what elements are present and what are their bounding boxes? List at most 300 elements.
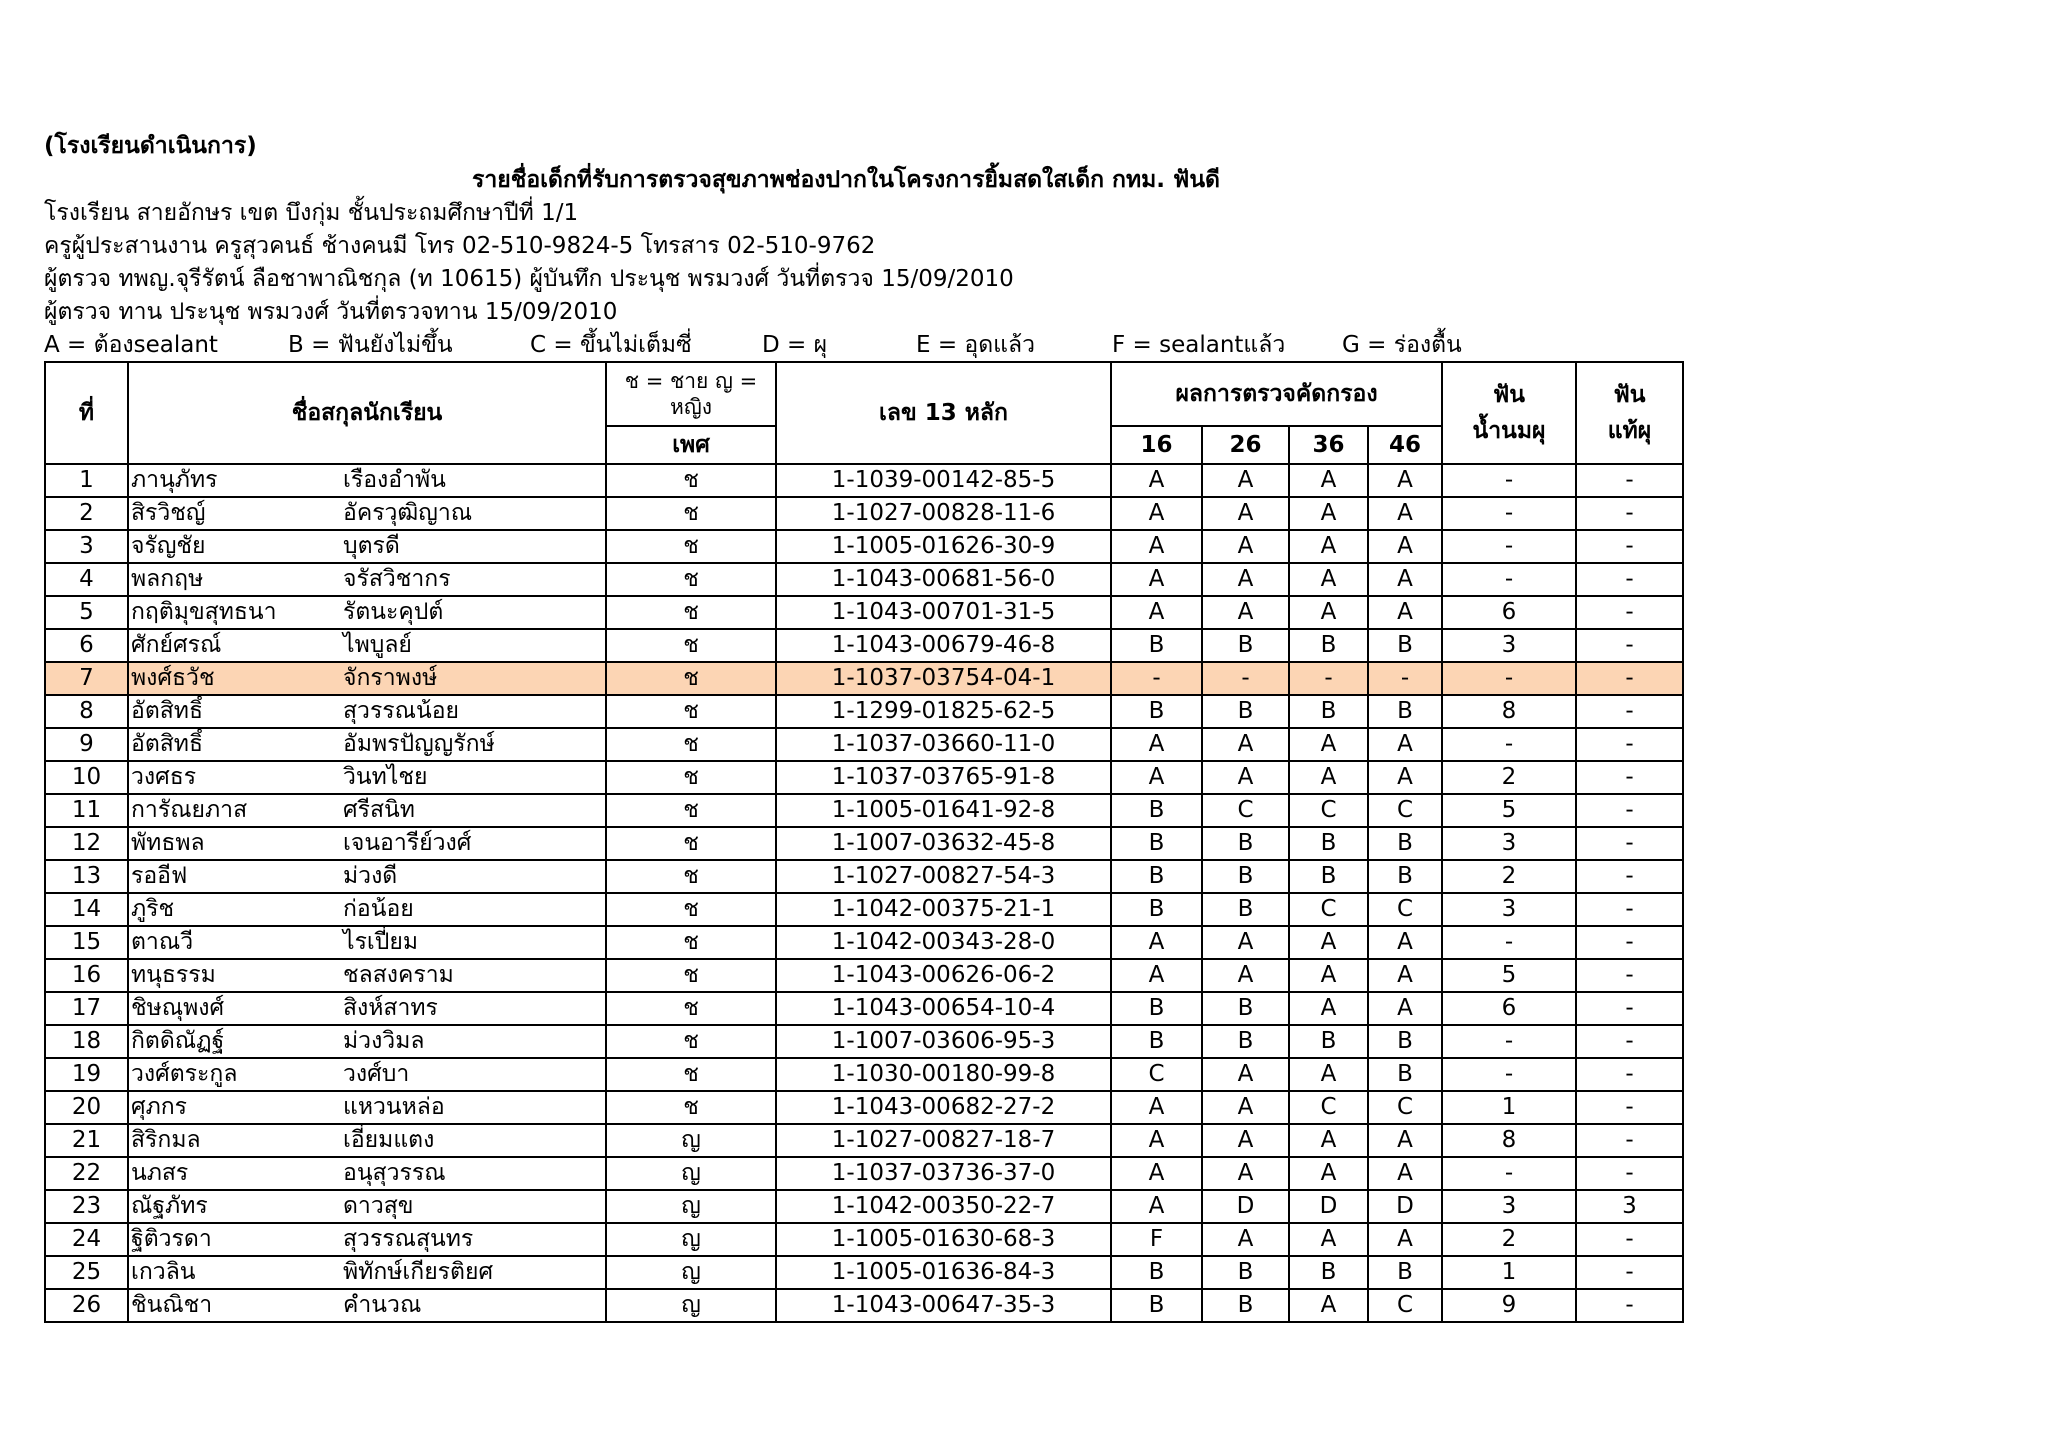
first-name: เกวลิน xyxy=(131,1259,196,1285)
table-row xyxy=(45,1256,1683,1289)
tooth-16-result: A xyxy=(1111,728,1202,761)
first-name: ศักย์ศรณ์ xyxy=(131,632,222,658)
gender: ญ xyxy=(606,1124,776,1157)
row-number: 1 xyxy=(45,464,128,497)
table-row xyxy=(45,1223,1683,1256)
tooth-16-result: A xyxy=(1111,1190,1202,1223)
permanent-caries-count: - xyxy=(1576,1058,1683,1091)
primary-caries-count: - xyxy=(1442,464,1576,497)
tooth-16-result: A xyxy=(1111,1157,1202,1190)
tooth-46-result: C xyxy=(1368,794,1442,827)
row-number: 15 xyxy=(45,926,128,959)
tooth-36-result: A xyxy=(1289,761,1368,794)
col-header-gender-code xyxy=(606,362,776,426)
legend-item: G = ร่องตื้น xyxy=(1342,332,1462,358)
tooth-16-result: - xyxy=(1111,662,1202,695)
gender: ญ xyxy=(606,1256,776,1289)
permanent-caries-count: - xyxy=(1576,464,1683,497)
first-name: ตาณวี xyxy=(131,929,194,955)
last-name: จักราพงษ์ xyxy=(343,665,438,691)
permanent-caries-count: - xyxy=(1576,1124,1683,1157)
primary-caries-count: 3 xyxy=(1442,893,1576,926)
tooth-16-result: A xyxy=(1111,530,1202,563)
row-number: 9 xyxy=(45,728,128,761)
tooth-36-result: C xyxy=(1289,1091,1368,1124)
table-row xyxy=(45,464,1683,497)
first-name: นภสร xyxy=(131,1160,189,1186)
primary-caries-count: - xyxy=(1442,530,1576,563)
tooth-16-result: B xyxy=(1111,695,1202,728)
citizen-id: 1-1027-00827-18-7 xyxy=(776,1124,1111,1157)
table-row xyxy=(45,662,1683,695)
primary-caries-count: - xyxy=(1442,1058,1576,1091)
tooth-46-result: A xyxy=(1368,728,1442,761)
last-name: เอี่ยมแตง xyxy=(343,1127,435,1153)
gender: ช xyxy=(606,761,776,794)
student-name xyxy=(128,1025,606,1058)
row-number: 10 xyxy=(45,761,128,794)
tooth-46-result: A xyxy=(1368,530,1442,563)
student-name xyxy=(128,893,606,926)
table-row xyxy=(45,1124,1683,1157)
row-number: 6 xyxy=(45,629,128,662)
tooth-46-result: A xyxy=(1368,1157,1442,1190)
gender: ช xyxy=(606,728,776,761)
tooth-26-result: A xyxy=(1202,959,1289,992)
tooth-26-result: A xyxy=(1202,530,1289,563)
tooth-46-result: C xyxy=(1368,1289,1442,1322)
tooth-36-result: B xyxy=(1289,695,1368,728)
citizen-id: 1-1030-00180-99-8 xyxy=(776,1058,1111,1091)
row-number: 4 xyxy=(45,563,128,596)
citizen-id: 1-1027-00828-11-6 xyxy=(776,497,1111,530)
tooth-46-result: A xyxy=(1368,563,1442,596)
tooth-16-result: B xyxy=(1111,1256,1202,1289)
legend-item: F = sealantแล้ว xyxy=(1112,332,1286,358)
primary-caries-count: 3 xyxy=(1442,629,1576,662)
row-number: 7 xyxy=(45,662,128,695)
last-name: พิทักษ์เกียรติยศ xyxy=(343,1259,494,1285)
page-title: รายชื่อเด็กที่รับการตรวจสุขภาพช่องปากในโครงการยิ้มสดใสเด็ก กทม. ฟันดี xyxy=(472,167,1220,193)
gender: ช xyxy=(606,530,776,563)
student-name xyxy=(128,1124,606,1157)
tooth-46-result: A xyxy=(1368,959,1442,992)
permanent-caries-count: - xyxy=(1576,761,1683,794)
citizen-id: 1-1005-01630-68-3 xyxy=(776,1223,1111,1256)
first-name: วงศ์ตระกูล xyxy=(131,1061,238,1087)
citizen-id: 1-1039-00142-85-5 xyxy=(776,464,1111,497)
student-name xyxy=(128,794,606,827)
tooth-26-result: A xyxy=(1202,596,1289,629)
citizen-id: 1-1037-03765-91-8 xyxy=(776,761,1111,794)
last-name: จรัสวิชากร xyxy=(343,566,451,592)
first-name: ฐิติวรดา xyxy=(131,1226,212,1252)
permanent-caries-count: - xyxy=(1576,1025,1683,1058)
primary-caries-count: 1 xyxy=(1442,1091,1576,1124)
student-name xyxy=(128,992,606,1025)
row-number: 14 xyxy=(45,893,128,926)
last-name: สิงห์สาทร xyxy=(343,995,438,1021)
student-name xyxy=(128,1256,606,1289)
permanent-caries-count: - xyxy=(1576,728,1683,761)
tooth-46-result: B xyxy=(1368,629,1442,662)
tooth-36-result: B xyxy=(1289,827,1368,860)
tooth-26-result: B xyxy=(1202,695,1289,728)
student-name xyxy=(128,596,606,629)
tooth-26-result: A xyxy=(1202,1223,1289,1256)
tooth-26-result: A xyxy=(1202,464,1289,497)
last-name: สุวรรณสุนทร xyxy=(343,1226,474,1252)
permanent-caries-count: - xyxy=(1576,497,1683,530)
tooth-46-result: B xyxy=(1368,1058,1442,1091)
col-header-permanent-caries xyxy=(1576,362,1683,464)
primary-caries-line2: น้ำนมผุ xyxy=(1472,418,1546,444)
first-name: ภูริช xyxy=(131,896,175,922)
tooth-36-result: C xyxy=(1289,893,1368,926)
table-row xyxy=(45,1091,1683,1124)
legend-item: D = ผุ xyxy=(762,332,828,358)
table-row xyxy=(45,926,1683,959)
tooth-26-result: B xyxy=(1202,629,1289,662)
tooth-36-result: B xyxy=(1289,860,1368,893)
citizen-id: 1-1042-00343-28-0 xyxy=(776,926,1111,959)
row-number: 3 xyxy=(45,530,128,563)
col-header-tooth-16: 16 xyxy=(1111,426,1202,464)
last-name: ศรีสนิท xyxy=(343,797,415,823)
last-name: ม่วงวิมล xyxy=(343,1028,425,1054)
gender: ช xyxy=(606,1058,776,1091)
tooth-46-result: C xyxy=(1368,1091,1442,1124)
table-row xyxy=(45,893,1683,926)
legend xyxy=(44,330,1684,360)
permanent-caries-count: - xyxy=(1576,1256,1683,1289)
tooth-36-result: A xyxy=(1289,728,1368,761)
row-number: 26 xyxy=(45,1289,128,1322)
tooth-46-result: A xyxy=(1368,464,1442,497)
tooth-16-result: B xyxy=(1111,860,1202,893)
permanent-caries-count: - xyxy=(1576,959,1683,992)
student-name xyxy=(128,1223,606,1256)
last-name: สุวรรณน้อย xyxy=(343,698,460,724)
table-row xyxy=(45,1025,1683,1058)
permanent-caries-count: - xyxy=(1576,530,1683,563)
tooth-36-result: C xyxy=(1289,794,1368,827)
examiner-line: ผู้ตรวจ ทพญ.จุรีรัตน์ ลือชาพาณิชกุล (ท 10615) ผู้บันทึก ประนุช พรมวงศ์ วันที่ตรวจ 15/09/2010 xyxy=(44,266,1014,292)
coordinator-line: ครูผู้ประสานงาน ครูสุวคนธ์ ช้างคนมี โทร 02-510-9824-5 โทรสาร 02-510-9762 xyxy=(44,233,876,259)
tooth-26-result: A xyxy=(1202,563,1289,596)
primary-caries-count: 8 xyxy=(1442,695,1576,728)
tooth-26-result: B xyxy=(1202,1025,1289,1058)
last-name: ดาวสุข xyxy=(343,1193,414,1219)
permanent-caries-count: - xyxy=(1576,893,1683,926)
gender: ช xyxy=(606,992,776,1025)
row-number: 18 xyxy=(45,1025,128,1058)
student-name xyxy=(128,926,606,959)
first-name: พงศ์ธวัช xyxy=(131,665,215,691)
table-row xyxy=(45,497,1683,530)
tooth-36-result: A xyxy=(1289,926,1368,959)
table-row xyxy=(45,1190,1683,1223)
tooth-26-result: B xyxy=(1202,893,1289,926)
row-number: 11 xyxy=(45,794,128,827)
tooth-36-result: A xyxy=(1289,596,1368,629)
gender: ช xyxy=(606,827,776,860)
tooth-26-result: A xyxy=(1202,497,1289,530)
primary-caries-count: - xyxy=(1442,728,1576,761)
col-header-tooth-36: 36 xyxy=(1289,426,1368,464)
permanent-caries-count: - xyxy=(1576,992,1683,1025)
primary-caries-count: 2 xyxy=(1442,860,1576,893)
tooth-26-result: A xyxy=(1202,1091,1289,1124)
table-row xyxy=(45,1157,1683,1190)
last-name: เจนอารีย์วงศ์ xyxy=(343,830,472,856)
col-header-primary-caries xyxy=(1442,362,1576,464)
gender: ช xyxy=(606,464,776,497)
first-name: ทนุธรรม xyxy=(131,962,216,988)
citizen-id: 1-1042-00375-21-1 xyxy=(776,893,1111,926)
tooth-16-result: A xyxy=(1111,596,1202,629)
tooth-16-result: C xyxy=(1111,1058,1202,1091)
tooth-26-result: B xyxy=(1202,1289,1289,1322)
tooth-46-result: A xyxy=(1368,596,1442,629)
row-number: 13 xyxy=(45,860,128,893)
row-number: 23 xyxy=(45,1190,128,1223)
student-name xyxy=(128,464,606,497)
student-name xyxy=(128,1190,606,1223)
student-name xyxy=(128,563,606,596)
gender: ช xyxy=(606,695,776,728)
permanent-caries-count: - xyxy=(1576,1223,1683,1256)
tooth-46-result: A xyxy=(1368,497,1442,530)
student-name xyxy=(128,662,606,695)
primary-caries-count: 2 xyxy=(1442,1223,1576,1256)
tooth-16-result: A xyxy=(1111,959,1202,992)
fluoride-examiner-line: ผู้ตรวจ ทาน ประนุช พรมวงศ์ วันที่ตรวจทาน 15/09/2010 xyxy=(44,299,618,325)
student-name xyxy=(128,695,606,728)
permanent-caries-count: - xyxy=(1576,563,1683,596)
tooth-16-result: A xyxy=(1111,1124,1202,1157)
tooth-46-result: A xyxy=(1368,926,1442,959)
first-name: อัตสิทธิ์ xyxy=(131,731,203,757)
permanent-caries-count: - xyxy=(1576,1289,1683,1322)
last-name: ไพบูลย์ xyxy=(343,632,412,658)
row-number: 25 xyxy=(45,1256,128,1289)
permanent-caries-count: - xyxy=(1576,827,1683,860)
permanent-caries-count: - xyxy=(1576,794,1683,827)
last-name: บุตรดี xyxy=(343,533,400,559)
citizen-id: 1-1007-03632-45-8 xyxy=(776,827,1111,860)
tooth-16-result: A xyxy=(1111,497,1202,530)
school-type-label: (โรงเรียนดำเนินการ) xyxy=(44,133,257,159)
table-row xyxy=(45,695,1683,728)
primary-caries-count: - xyxy=(1442,1025,1576,1058)
tooth-26-result: D xyxy=(1202,1190,1289,1223)
citizen-id: 1-1043-00679-46-8 xyxy=(776,629,1111,662)
citizen-id: 1-1043-00701-31-5 xyxy=(776,596,1111,629)
permanent-caries-count: - xyxy=(1576,695,1683,728)
gender: ช xyxy=(606,662,776,695)
tooth-36-result: A xyxy=(1289,1289,1368,1322)
tooth-16-result: B xyxy=(1111,893,1202,926)
col-header-screening: ผลการตรวจคัดกรอง xyxy=(1111,362,1442,426)
student-name xyxy=(128,497,606,530)
first-name: วงศธร xyxy=(131,764,197,790)
col-header-tooth-26: 26 xyxy=(1202,426,1289,464)
permanent-caries-count: - xyxy=(1576,662,1683,695)
primary-caries-count: - xyxy=(1442,926,1576,959)
student-name xyxy=(128,1091,606,1124)
student-name xyxy=(128,959,606,992)
tooth-46-result: A xyxy=(1368,992,1442,1025)
primary-caries-count: - xyxy=(1442,662,1576,695)
table-row xyxy=(45,827,1683,860)
tooth-16-result: A xyxy=(1111,563,1202,596)
last-name: วงศ์บา xyxy=(343,1061,410,1087)
row-number: 17 xyxy=(45,992,128,1025)
primary-caries-count: 2 xyxy=(1442,761,1576,794)
primary-caries-count: 5 xyxy=(1442,794,1576,827)
tooth-46-result: - xyxy=(1368,662,1442,695)
tooth-36-result: A xyxy=(1289,464,1368,497)
permanent-caries-line2: แท้ผุ xyxy=(1607,418,1652,444)
row-number: 5 xyxy=(45,596,128,629)
first-name: พลกฤษ xyxy=(131,566,204,592)
citizen-id: 1-1007-03606-95-3 xyxy=(776,1025,1111,1058)
tooth-16-result: F xyxy=(1111,1223,1202,1256)
primary-caries-count: 3 xyxy=(1442,1190,1576,1223)
tooth-36-result: B xyxy=(1289,629,1368,662)
last-name: ม่วงดี xyxy=(343,863,398,889)
primary-caries-count: 3 xyxy=(1442,827,1576,860)
table-row xyxy=(45,629,1683,662)
tooth-16-result: A xyxy=(1111,926,1202,959)
tooth-36-result: A xyxy=(1289,1223,1368,1256)
school-info-line: โรงเรียน สายอักษร เขต บึงกุ่ม ชั้นประถมศึกษาปีที่ 1/1 xyxy=(44,200,579,226)
tooth-26-result: C xyxy=(1202,794,1289,827)
table-row xyxy=(45,596,1683,629)
student-name xyxy=(128,761,606,794)
first-name: ชินณิชา xyxy=(131,1292,213,1318)
tooth-26-result: A xyxy=(1202,1124,1289,1157)
col-header-name: ชื่อสกุลนักเรียน xyxy=(128,362,606,464)
student-name xyxy=(128,1289,606,1322)
primary-caries-count: - xyxy=(1442,1157,1576,1190)
tooth-16-result: B xyxy=(1111,629,1202,662)
tooth-16-result: A xyxy=(1111,761,1202,794)
permanent-caries-line1: ฟัน xyxy=(1613,382,1646,408)
primary-caries-count: 8 xyxy=(1442,1124,1576,1157)
permanent-caries-count: - xyxy=(1576,629,1683,662)
last-name: แหวนหล่อ xyxy=(343,1094,445,1120)
gender: ญ xyxy=(606,1223,776,1256)
student-name xyxy=(128,1058,606,1091)
tooth-26-result: B xyxy=(1202,860,1289,893)
gender: ช xyxy=(606,497,776,530)
col-header-number: ที่ xyxy=(45,362,128,464)
last-name: อัมพรปัญญรักษ์ xyxy=(343,731,495,757)
first-name: ภานุภัทร xyxy=(131,467,218,493)
tooth-36-result: A xyxy=(1289,563,1368,596)
citizen-id: 1-1043-00626-06-2 xyxy=(776,959,1111,992)
primary-caries-count: 6 xyxy=(1442,596,1576,629)
tooth-36-result: A xyxy=(1289,992,1368,1025)
tooth-36-result: A xyxy=(1289,530,1368,563)
primary-caries-count: - xyxy=(1442,563,1576,596)
row-number: 22 xyxy=(45,1157,128,1190)
tooth-46-result: B xyxy=(1368,860,1442,893)
permanent-caries-count: - xyxy=(1576,596,1683,629)
row-number: 8 xyxy=(45,695,128,728)
col-header-gender: เพศ xyxy=(606,426,776,464)
tooth-36-result: D xyxy=(1289,1190,1368,1223)
gender: ช xyxy=(606,860,776,893)
gender: ช xyxy=(606,1091,776,1124)
tooth-26-result: B xyxy=(1202,992,1289,1025)
tooth-16-result: B xyxy=(1111,794,1202,827)
col-header-id: เลข 13 หลัก xyxy=(776,362,1111,464)
citizen-id: 1-1005-01626-30-9 xyxy=(776,530,1111,563)
table-row xyxy=(45,1289,1683,1322)
citizen-id: 1-1043-00681-56-0 xyxy=(776,563,1111,596)
row-number: 2 xyxy=(45,497,128,530)
last-name: ไรเปี่ยม xyxy=(343,929,419,955)
last-name: อนุสุวรรณ xyxy=(343,1160,446,1186)
tooth-46-result: A xyxy=(1368,761,1442,794)
last-name: วินทไชย xyxy=(343,764,428,790)
gender: ช xyxy=(606,959,776,992)
row-number: 12 xyxy=(45,827,128,860)
first-name: รออีฟ xyxy=(131,863,188,889)
tooth-16-result: A xyxy=(1111,464,1202,497)
last-name: ชลสงคราม xyxy=(343,962,454,988)
tooth-16-result: B xyxy=(1111,1289,1202,1322)
table-row xyxy=(45,794,1683,827)
tooth-36-result: A xyxy=(1289,1157,1368,1190)
gender: ญ xyxy=(606,1289,776,1322)
tooth-46-result: A xyxy=(1368,1124,1442,1157)
tooth-46-result: C xyxy=(1368,893,1442,926)
row-number: 20 xyxy=(45,1091,128,1124)
last-name: อัครวุฒิญาณ xyxy=(343,500,473,526)
last-name: เรืองอำพัน xyxy=(343,467,446,493)
tooth-26-result: B xyxy=(1202,827,1289,860)
tooth-46-result: B xyxy=(1368,1025,1442,1058)
first-name: จรัญชัย xyxy=(131,533,206,559)
primary-caries-count: 6 xyxy=(1442,992,1576,1025)
student-name xyxy=(128,629,606,662)
gender: ช xyxy=(606,794,776,827)
row-number: 21 xyxy=(45,1124,128,1157)
tooth-36-result: B xyxy=(1289,1256,1368,1289)
tooth-36-result: A xyxy=(1289,1124,1368,1157)
citizen-id: 1-1037-03754-04-1 xyxy=(776,662,1111,695)
citizen-id: 1-1299-01825-62-5 xyxy=(776,695,1111,728)
tooth-46-result: A xyxy=(1368,1223,1442,1256)
first-name: กิตดิณัฏฐ์ xyxy=(131,1028,225,1054)
tooth-26-result: A xyxy=(1202,926,1289,959)
citizen-id: 1-1005-01641-92-8 xyxy=(776,794,1111,827)
last-name: ก่อน้อย xyxy=(343,896,414,922)
tooth-16-result: B xyxy=(1111,1025,1202,1058)
permanent-caries-count: - xyxy=(1576,1157,1683,1190)
tooth-16-result: A xyxy=(1111,1091,1202,1124)
first-name: ชิษณุพงศ์ xyxy=(131,995,225,1021)
tooth-36-result: A xyxy=(1289,497,1368,530)
tooth-36-result: - xyxy=(1289,662,1368,695)
student-table xyxy=(44,361,1684,1323)
first-name: กฤติมุขสุทธนา xyxy=(131,599,277,625)
permanent-caries-count: - xyxy=(1576,926,1683,959)
